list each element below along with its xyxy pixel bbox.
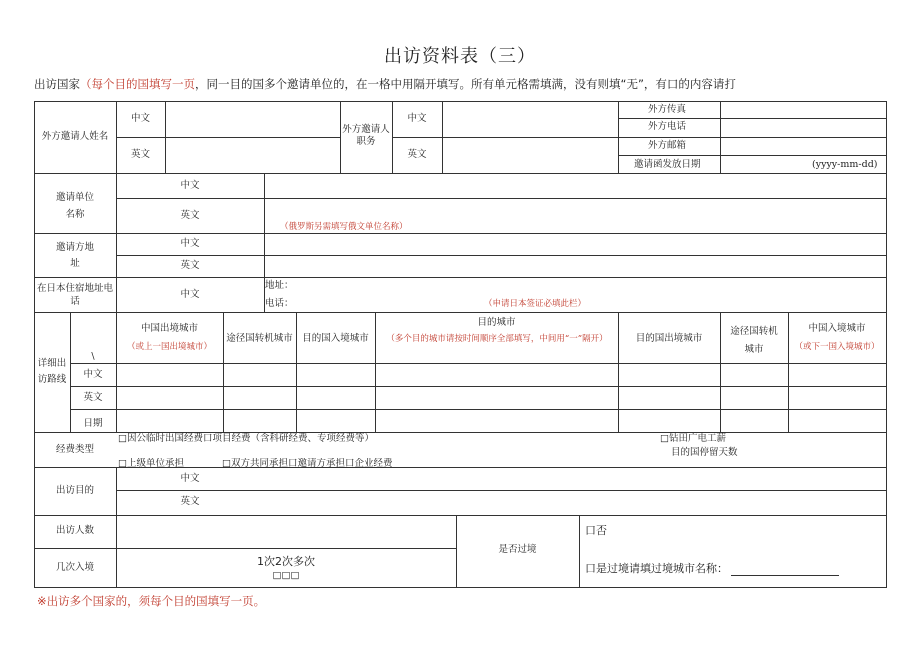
route-row-date: 日期 [83,418,103,429]
inviting-unit-cn-field[interactable] [265,174,885,197]
page-title: 出访资料表（三） [384,46,536,67]
email-label: 外方邮箱 [648,140,687,151]
footnote: ※出访多个国家的，须每个目的国填写一页。 [37,594,266,608]
transit-no-option[interactable]: 口否 [585,524,607,537]
route-label: 详细出访路线 [37,358,67,385]
funding-option-line2[interactable]: □上级单位承担 □双方共同承担口邀请方承担口企业经费 [118,458,393,467]
inviter-address-en-label: 英文 [180,260,200,271]
entries-checkboxes[interactable]: □□□ [272,570,300,581]
people-count-label: 出访人数 [55,525,94,536]
purpose-en-field[interactable] [265,491,885,514]
visit-form-table [34,101,887,588]
inviter-position-en-label: 英文 [407,149,427,160]
route-col-china-exit-note: （或上一国出境城市） [126,342,212,352]
inviter-address-cn-field[interactable] [265,234,885,254]
russia-note: （俄罗斯另需填写俄文单位名称） [280,222,408,232]
japan-phone-label: 电话： [265,298,294,309]
inviter-position-cn-label: 中文 [407,113,427,124]
inviter-name-cn-label: 中文 [130,113,150,124]
inviter-name-label: 外方邀请人姓名 [41,131,109,142]
inviting-unit-label: 邀请单位名称 [55,192,94,220]
japan-address-label: 地址： [265,280,294,291]
inviter-position-cn-field[interactable] [443,102,617,136]
inviter-name-en-field[interactable] [166,138,339,172]
route-col-dest-entry: 目的国入境城市 [302,333,369,344]
funding-option-line1[interactable]: □因公临时出国经费口项目经费（含科研经费、专项经费等） [118,433,374,444]
phone-field[interactable] [721,119,885,136]
intro-prefix: 出访国家 [34,77,80,91]
inviting-unit-en-label: 英文 [180,210,200,221]
fax-field[interactable] [721,102,885,117]
route-col-dest-exit: 目的国出境城市 [635,333,703,344]
entries-label: 几次入境 [55,562,94,573]
route-col-china-exit: 中国出境城市 [140,323,198,334]
email-field[interactable] [721,138,885,154]
funding-option-salary[interactable]: □钻田广电工薪 [660,433,726,444]
inviter-name-en-label: 英文 [130,149,150,160]
intro-rest: ，同一目的国多个邀请单位的，在一格中用隔开填写。所有单元格需填满，没有则填“无”，有口的内容请打 [195,77,736,91]
stay-days-label: 目的国停留天数 [671,447,738,458]
inviter-position-en-field[interactable] [443,138,617,172]
japan-visa-note: （申请日本签证必填此栏） [484,299,587,309]
japan-address-field[interactable] [299,279,885,294]
transit-label: 是否过境 [498,544,537,555]
entries-options[interactable]: 1次2次多次 [257,555,315,568]
transit-city-underline[interactable] [731,575,839,576]
japan-stay-label: 在日本住宿地址电话 [36,283,113,307]
route-col-transit-back: 途径国转机城市 [730,326,778,355]
invitation-date-label: 邀请函发放日期 [634,159,701,170]
japan-stay-cn-label: 中文 [180,289,200,300]
people-count-field[interactable] [117,516,455,547]
intro-red-note: （每个目的国填写一页 [80,77,195,91]
fax-label: 外方传真 [648,104,687,115]
route-col-dest-city-note: （多个目的城市请按时间顺序全部填写，中间用“一”隔开） [386,334,608,344]
instructions [34,76,736,92]
route-col-dest-city: 目的城市 [477,317,516,328]
route-col-china-entry-note: （或下一国入境城市） [794,342,880,352]
route-row-en: 英文 [83,392,103,403]
route-corner: \ [91,351,95,362]
inviter-address-label: 邀请方地址 [55,242,94,269]
funding-label: 经费类型 [55,444,94,455]
route-col-china-entry: 中国入境城市 [808,323,866,334]
inviting-unit-cn-label: 中文 [180,180,200,191]
transit-yes-option[interactable]: 口是过境请填过境城市名称： [585,562,728,575]
purpose-label: 出访目的 [55,485,94,496]
invitation-date-field[interactable] [721,156,811,172]
purpose-en-label: 英文 [180,496,200,507]
inviter-address-en-field[interactable] [265,256,885,276]
inviter-name-cn-field[interactable] [166,102,339,136]
purpose-cn-field[interactable] [265,468,885,489]
inviter-position-label: 外方邀请人职务 [342,124,390,147]
phone-label: 外方电话 [648,121,687,132]
route-col-transit-out: 途径国转机城市 [226,333,293,344]
route-row-cn: 中文 [83,369,103,380]
purpose-cn-label: 中文 [180,473,200,484]
date-format-hint: (yyyy-mm-dd) [812,159,878,170]
inviter-address-cn-label: 中文 [180,238,200,249]
japan-phone-field[interactable] [299,296,479,311]
